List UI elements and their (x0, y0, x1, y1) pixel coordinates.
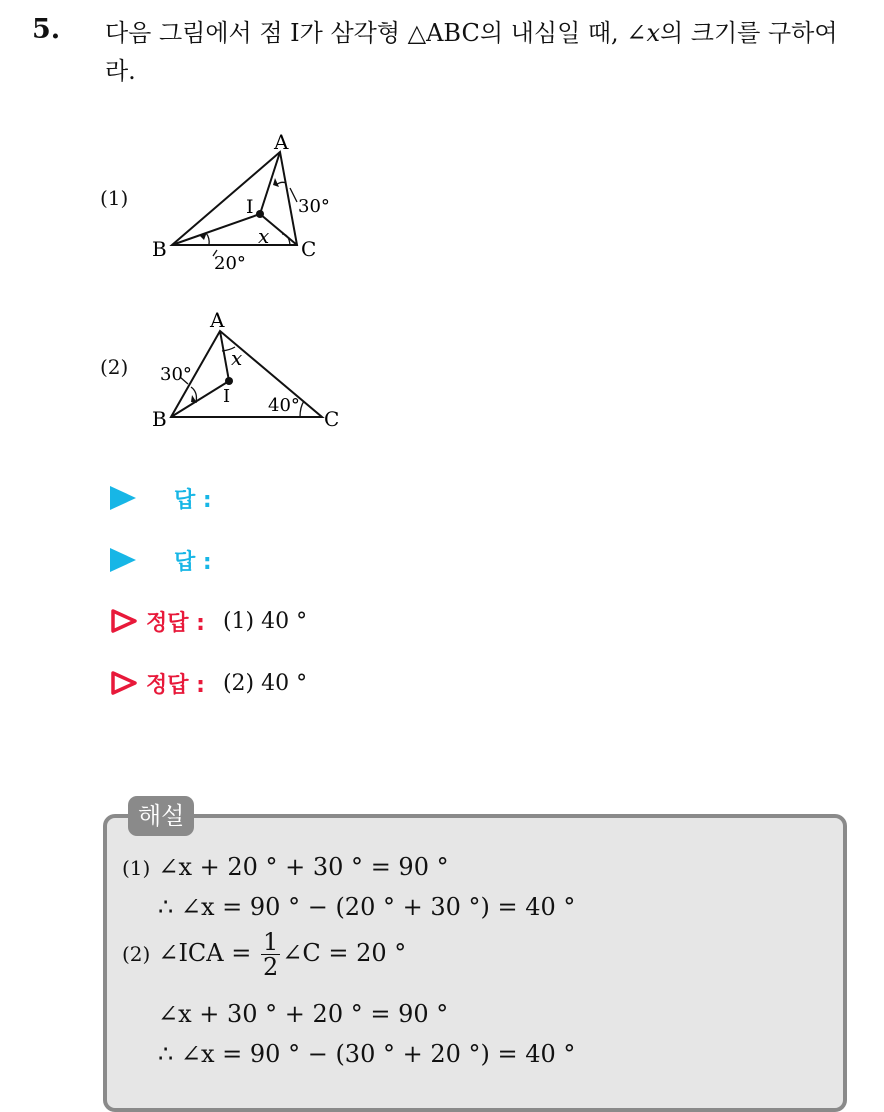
fig1-angle-x: x (258, 224, 270, 248)
solution-line-2: ∴ ∠x = 90 ° − (20 ° + 30 °) = 40 ° (158, 893, 576, 921)
fraction-denominator: 2 (263, 953, 279, 981)
correct-answer-label: 정답 : (146, 672, 205, 698)
solution-line-1 (122, 853, 449, 881)
fig1-label-I: I (246, 196, 254, 218)
solution-equation: ∠x + 20 ° + 30 ° = 90 ° (158, 853, 449, 881)
solution-part-label: (2) (122, 942, 151, 966)
solution-part-label: (1) (122, 856, 151, 880)
figure-2-label: (2) (100, 355, 129, 379)
answer-blank-1[interactable] (110, 478, 212, 518)
question-text-part2: 의 크기를 구하여라. (105, 19, 838, 85)
fig1-label-B: B (152, 237, 167, 261)
fig2-angle-B: 30° (160, 364, 192, 385)
answer-label: 답 : (174, 549, 212, 575)
figure-1-triangle (140, 125, 350, 275)
correct-answer-value: (2) 40 ° (222, 670, 308, 696)
fig1-label-C: C (301, 237, 317, 261)
question-variable: x (646, 19, 660, 47)
figure-1-label: (1) (100, 186, 129, 210)
fig1-label-A: A (274, 130, 289, 154)
fraction-numerator: 1 (263, 928, 279, 956)
correct-answer-label: 정답 : (146, 610, 205, 636)
solution-line-4: ∠x + 30 ° + 20 ° = 90 ° (158, 1000, 449, 1028)
fig2-label-B: B (152, 407, 167, 431)
solution-equation-left: ∠ICA = (158, 939, 252, 967)
fig1-angle-B: 20° (214, 253, 246, 274)
question-text (105, 14, 865, 90)
solution-line-3 (122, 930, 406, 979)
outline-triangle-icon (110, 608, 138, 634)
correct-answer-1 (110, 601, 307, 641)
answer-blank-2[interactable] (110, 540, 212, 580)
play-triangle-icon (110, 486, 136, 510)
fraction (261, 930, 280, 979)
play-triangle-icon (110, 548, 136, 572)
outline-triangle-icon (110, 670, 138, 696)
answer-label: 답 : (174, 487, 212, 513)
question-number: 5. (32, 14, 61, 45)
fig2-angle-x: x (231, 346, 243, 370)
solution-equation-right: ∠C = 20 ° (282, 939, 407, 967)
solution-tag: 해설 (128, 796, 194, 836)
fig2-label-I: I (223, 386, 231, 407)
fig2-label-C: C (324, 407, 340, 431)
figure-2-triangle (140, 300, 360, 440)
fig1-angle-A: 30° (298, 196, 330, 217)
correct-answer-value: (1) 40 ° (222, 608, 308, 634)
correct-answer-2 (110, 663, 307, 703)
fig2-angle-C: 40° (268, 395, 300, 416)
question-text-part1: 다음 그림에서 점 I가 삼각형 △ABC의 내심일 때, ∠ (105, 19, 647, 47)
solution-line-5: ∴ ∠x = 90 ° − (30 ° + 20 °) = 40 ° (158, 1040, 576, 1068)
fig2-label-A: A (210, 308, 225, 332)
